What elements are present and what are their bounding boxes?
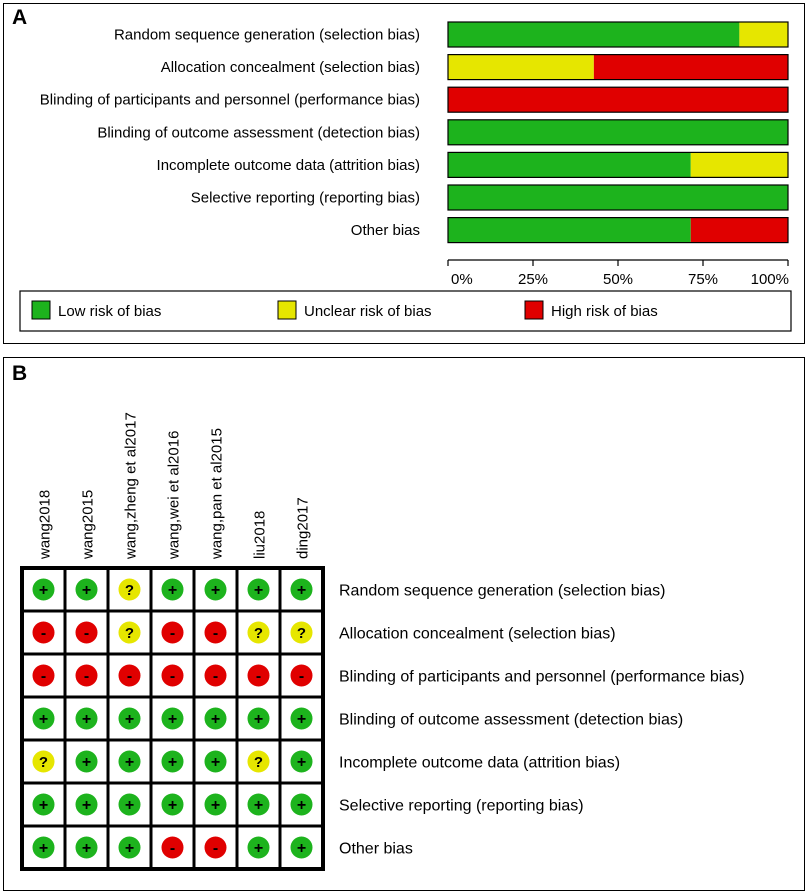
judgment-symbol-1-0: - <box>40 625 47 642</box>
judgment-symbol-0-6: + <box>296 582 307 599</box>
domain-label-4: Incomplete outcome data (attrition bias) <box>156 156 420 174</box>
judgment-symbol-5-1: + <box>81 797 92 814</box>
judgment-symbol-4-4: + <box>210 754 221 771</box>
judgment-symbol-1-4: - <box>212 625 219 642</box>
legend-label-high: High risk of bias <box>551 303 658 320</box>
panel-a <box>3 3 805 344</box>
bar-segment-3-0 <box>448 120 788 145</box>
judgment-symbol-5-6: + <box>296 797 307 814</box>
judgment-symbol-3-4: + <box>210 711 221 728</box>
judgment-symbol-3-5: + <box>253 711 264 728</box>
summary-domain-label-6: Other bias <box>339 840 413 858</box>
risk-of-bias-graph <box>4 4 803 342</box>
study-label-4: wang,pan et al2015 <box>208 428 226 559</box>
judgment-symbol-6-5: + <box>253 840 264 857</box>
risk-of-bias-summary <box>4 358 803 889</box>
bar-segment-1-2 <box>594 55 788 80</box>
legend-swatch-unclear <box>278 301 296 319</box>
x-tick-label-0: 0% <box>451 271 473 288</box>
panel-a-letter: A <box>12 6 28 29</box>
judgment-symbol-0-4: + <box>210 582 221 599</box>
judgment-symbol-4-5: ? <box>253 754 264 771</box>
bar-segment-0-0 <box>448 22 739 47</box>
judgment-symbol-3-6: + <box>296 711 307 728</box>
summary-domain-label-4: Incomplete outcome data (attrition bias) <box>339 754 621 772</box>
study-label-3: wang,wei et al2016 <box>165 430 183 559</box>
judgment-symbol-2-6: - <box>298 668 305 685</box>
judgment-symbol-5-4: + <box>210 797 221 814</box>
judgment-symbol-2-2: - <box>126 668 133 685</box>
domain-label-1: Allocation concealment (selection bias) <box>160 59 420 77</box>
judgment-symbol-4-3: + <box>167 754 178 771</box>
judgment-symbol-4-0: ? <box>38 754 49 771</box>
judgment-symbol-3-3: + <box>167 711 178 728</box>
summary-domain-label-2: Blinding of participants and personnel (performance bias) <box>339 668 745 686</box>
judgment-symbol-6-1: + <box>81 840 92 857</box>
summary-domain-label-3: Blinding of outcome assessment (detection bias) <box>339 711 684 729</box>
bar-segment-6-2 <box>691 218 788 243</box>
legend-swatch-low <box>32 301 50 319</box>
judgment-symbol-3-1: + <box>81 711 92 728</box>
x-tick-label-4: 100% <box>750 271 789 288</box>
study-label-2: wang,zheng et al2017 <box>122 412 140 559</box>
bar-segment-4-1 <box>691 152 788 177</box>
judgment-symbol-2-1: - <box>83 668 90 685</box>
judgment-symbol-4-6: + <box>296 754 307 771</box>
legend-swatch-high <box>525 301 543 319</box>
judgment-symbol-6-2: + <box>124 840 135 857</box>
judgment-symbol-0-0: + <box>38 582 49 599</box>
summary-domain-label-5: Selective reporting (reporting bias) <box>339 797 584 815</box>
judgment-symbol-0-5: + <box>253 582 264 599</box>
judgment-symbol-0-3: + <box>167 582 178 599</box>
panel-b <box>3 357 805 891</box>
domain-label-5: Selective reporting (reporting bias) <box>190 189 420 207</box>
study-label-5: liu2018 <box>251 510 269 559</box>
judgment-symbol-1-1: - <box>83 625 90 642</box>
judgment-symbol-5-3: + <box>167 797 178 814</box>
summary-domain-label-1: Allocation concealment (selection bias) <box>339 625 616 643</box>
judgment-symbol-2-5: - <box>255 668 262 685</box>
judgment-symbol-0-2: ? <box>124 582 135 599</box>
bar-segment-1-1 <box>448 55 594 80</box>
bar-segment-2-2 <box>448 87 788 112</box>
judgment-symbol-4-2: + <box>124 754 135 771</box>
judgment-symbol-3-2: + <box>124 711 135 728</box>
domain-label-3: Blinding of outcome assessment (detection bias) <box>97 124 420 142</box>
bar-segment-6-0 <box>448 218 691 243</box>
study-label-0: wang2018 <box>36 489 54 559</box>
judgment-symbol-4-1: + <box>81 754 92 771</box>
x-tick-label-3: 75% <box>687 271 719 288</box>
judgment-symbol-6-6: + <box>296 840 307 857</box>
judgment-symbol-6-4: - <box>212 840 219 857</box>
judgment-symbol-1-3: - <box>169 625 176 642</box>
summary-domain-label-0: Random sequence generation (selection bias) <box>339 582 666 600</box>
study-label-6: ding2017 <box>294 497 312 559</box>
judgment-symbol-1-2: ? <box>124 625 135 642</box>
judgment-symbol-2-4: - <box>212 668 219 685</box>
judgment-symbol-5-2: + <box>124 797 135 814</box>
judgment-symbol-3-0: + <box>38 711 49 728</box>
domain-label-2: Blinding of participants and personnel (performance bias) <box>39 91 420 109</box>
legend-label-unclear: Unclear risk of bias <box>304 303 432 320</box>
study-label-1: wang2015 <box>79 489 97 559</box>
x-tick-label-2: 50% <box>602 271 634 288</box>
domain-label-0: Random sequence generation (selection bias) <box>113 26 420 44</box>
bar-segment-0-1 <box>739 22 788 47</box>
legend-label-low: Low risk of bias <box>58 303 162 320</box>
judgment-symbol-6-3: - <box>169 840 176 857</box>
domain-label-6: Other bias <box>350 222 420 240</box>
judgment-symbol-1-6: ? <box>296 625 307 642</box>
judgment-symbol-6-0: + <box>38 840 49 857</box>
panel-b-letter: B <box>12 362 28 385</box>
judgment-symbol-0-1: + <box>81 582 92 599</box>
judgment-symbol-5-0: + <box>38 797 49 814</box>
judgment-symbol-2-3: - <box>169 668 176 685</box>
bar-segment-4-0 <box>448 152 691 177</box>
x-tick-label-1: 25% <box>517 271 549 288</box>
bar-segment-5-0 <box>448 185 788 210</box>
judgment-symbol-1-5: ? <box>253 625 264 642</box>
judgment-symbol-5-5: + <box>253 797 264 814</box>
judgment-symbol-2-0: - <box>40 668 47 685</box>
